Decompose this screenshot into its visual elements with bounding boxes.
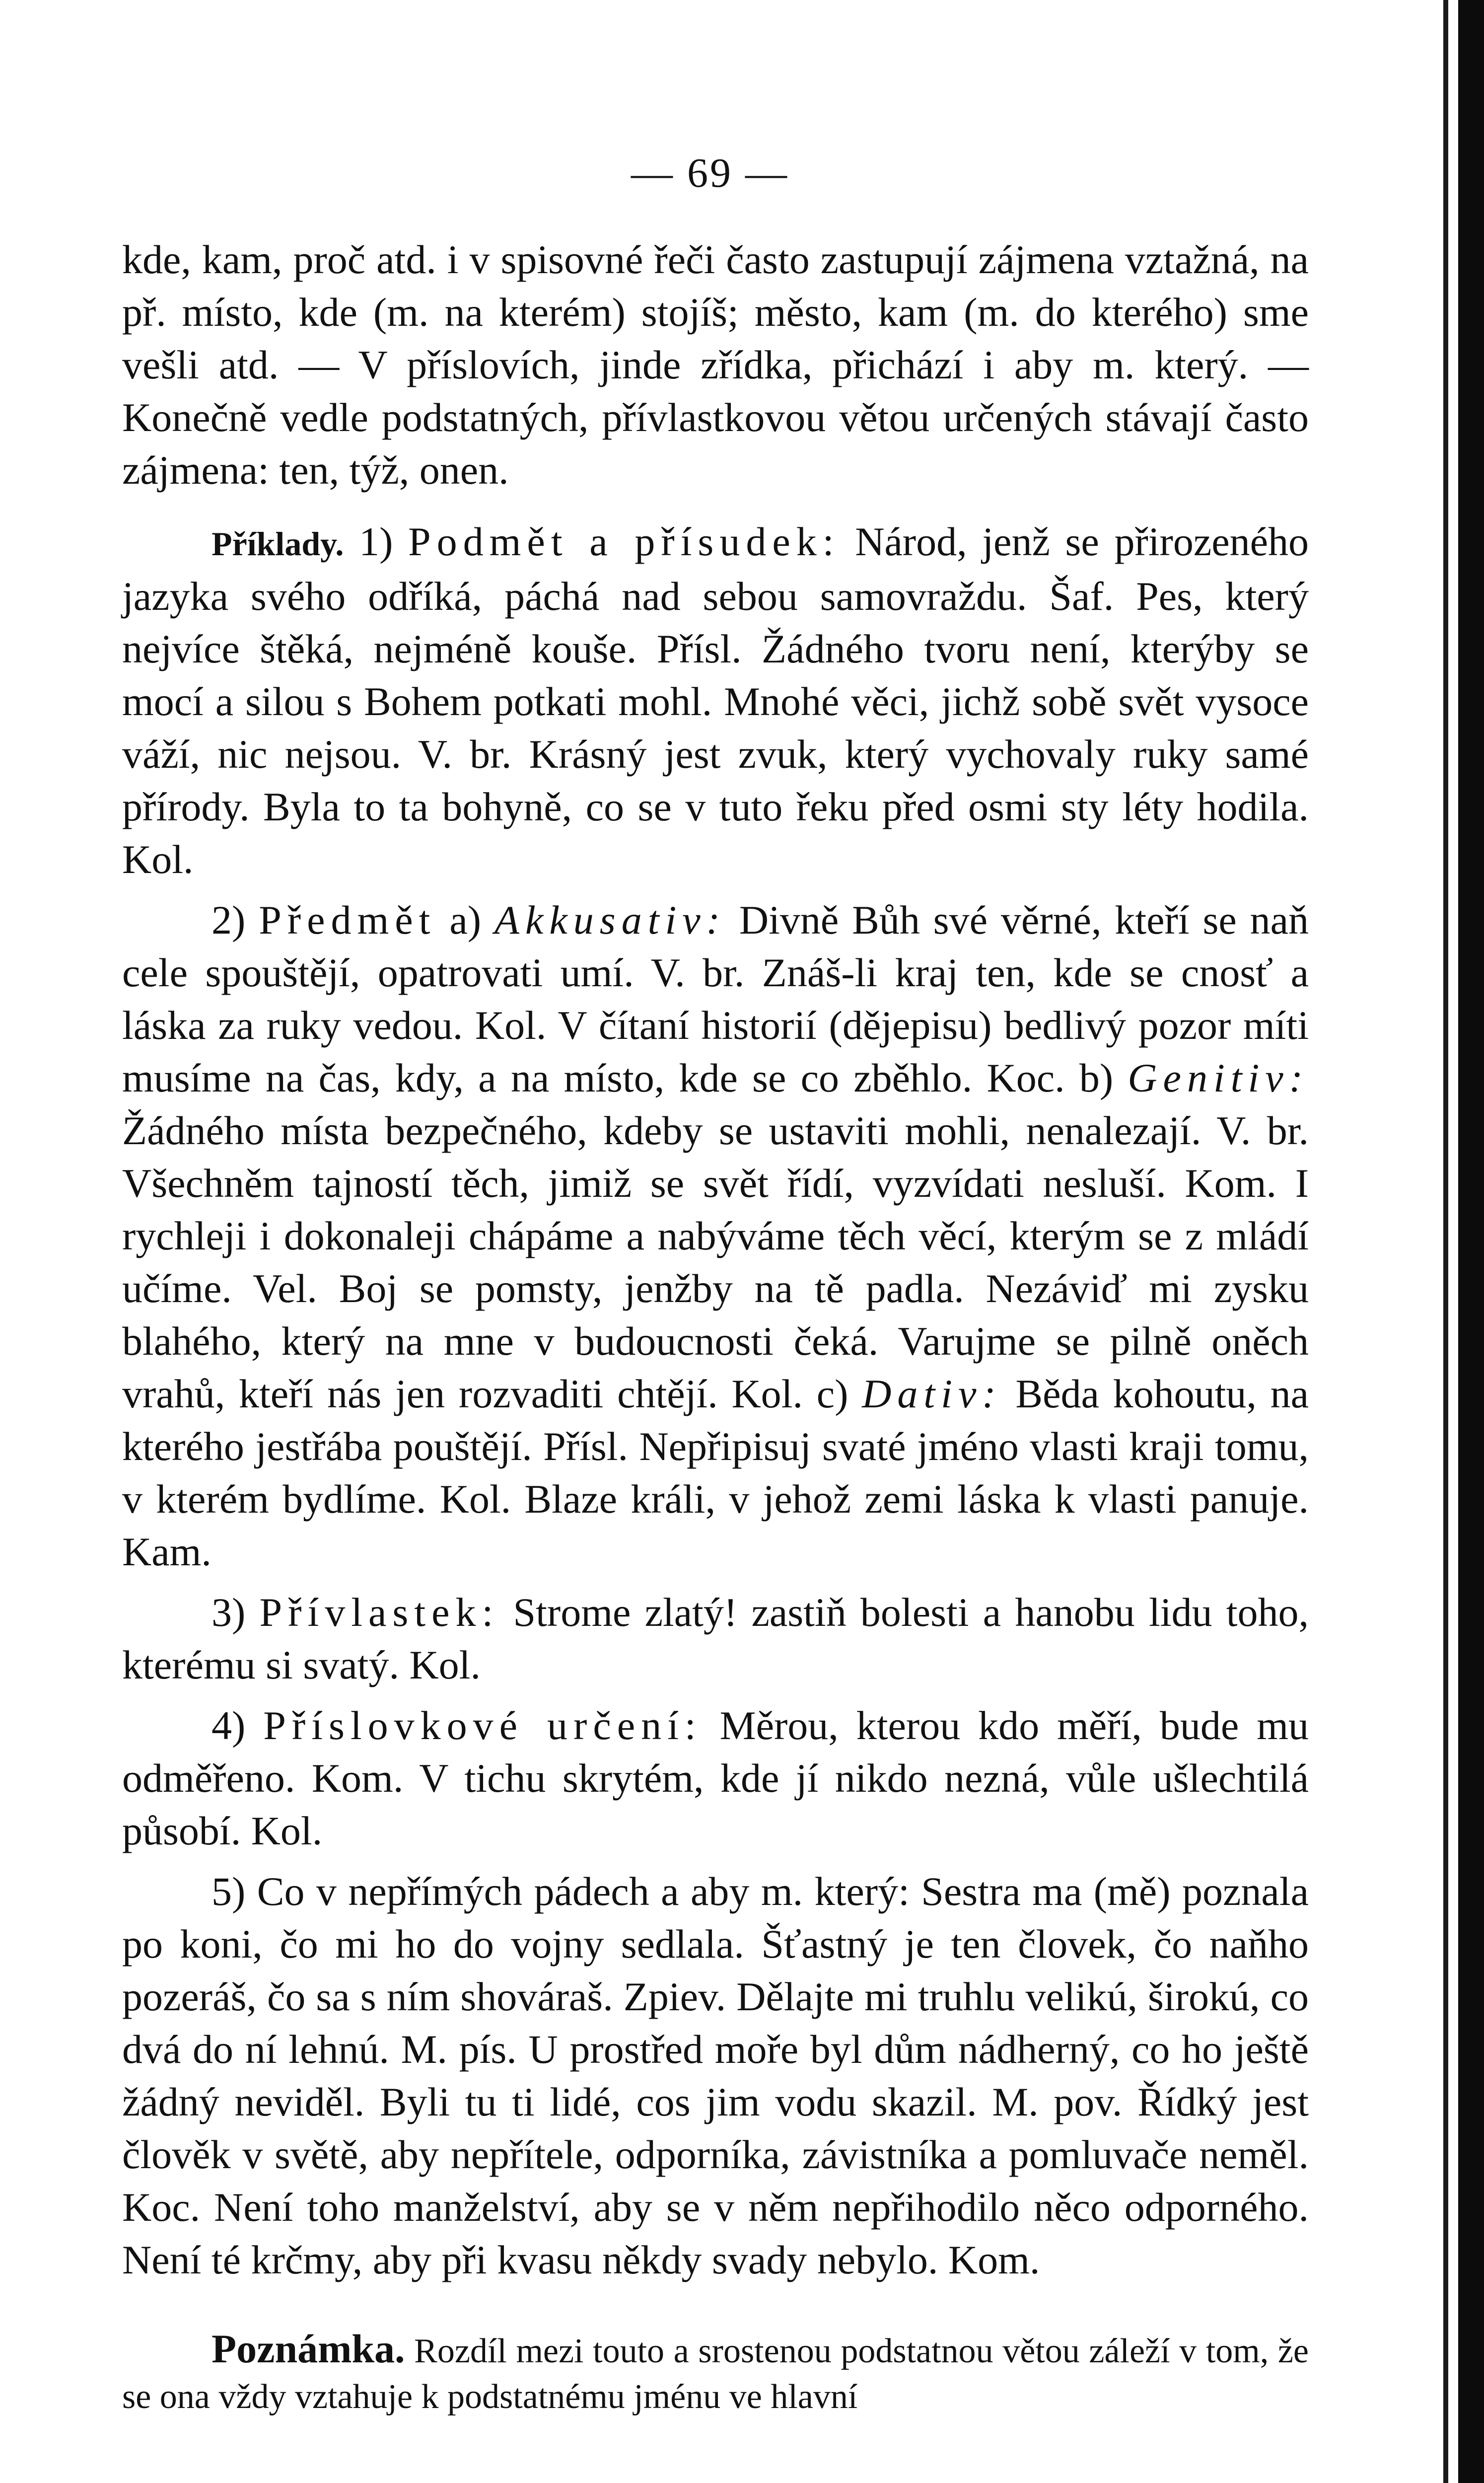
note-paragraph xyxy=(122,2326,1309,2420)
example-3-text: Strome zlatý! zastiň bolesti a hanobu lidu toho, kterému si svatý. Kol. xyxy=(122,1590,1309,1687)
example-4-text: Měrou, kterou kdo měří, bude mu odměřeno. Kom. V tichu skrytém, kde jí nikdo nezná, vůle ušlechtilá působí. Kol. xyxy=(122,1703,1309,1853)
example-4-heading: Příslovkové určení: xyxy=(263,1703,702,1748)
note-text: Rozdíl mezi touto a srostenou podstatnou větou záleží v tom, že se ona vždy vztahuje k podstatnému jménu ve hlavní xyxy=(122,2332,1309,2416)
example-5-number: 5) xyxy=(212,1869,246,1914)
example-2a-text: Divně Bůh své věrné, kteří se naň cele spouštějí, opatrovati umí. V. br. Znáš-li kraj ten, kde se cnosť a láska za ruky vedou. Kol. V čítaní historií (dějepisu) bedlivý pozor míti musíme na čas, kdy, a na místo, kde se co zběhlo. Koc. xyxy=(122,897,1309,1100)
example-2c-heading: Dativ: xyxy=(862,1371,1002,1416)
example-1 xyxy=(122,515,1309,886)
note-heading: Poznámka. xyxy=(212,2326,405,2371)
example-1-number: 1) xyxy=(359,519,393,564)
scan-edge-line xyxy=(1443,0,1448,2483)
example-2b-text: Žádného místa bezpečného, kdeby se ustaviti mohli, nenalezají. V. br. Všechněm tajností těch, jimiž se svět řídí, vyzvídati nesluší. Kom. I rychleji i dokonaleji chápáme a nabýváme těch věcí, kterým se z mládí učíme. Vel. Boj se pomsty, jenžby na tě padla. Nezáviď mi zysku blahého, který na mne v budoucnosti čeká. Varujme se pilně oněch vrahů, kteří nás jen rozvaditi chtějí. Kol. xyxy=(122,1108,1309,1416)
example-3-heading: Přívlastek: xyxy=(259,1590,499,1635)
example-4 xyxy=(122,1699,1309,1857)
intro-paragraph: kde, kam, proč atd. i v spisovné řeči často zastupují zájmena vztažná, na př. místo, kde (m. na kterém) stojíš; město, kam (m. do kterého) sme vešli atd. — V příslovích, jinde zřídka, přichází i aby m. který. — Konečně vedle podstatných, přívlastkovou větou určených stávají často zájmena: ten, týž, onen. xyxy=(122,237,1309,493)
example-2-number: 2) xyxy=(212,897,246,943)
example-2c-text: Běda kohoutu, na kterého jestřába pouštějí. Přísl. Nepřipisuj svaté jméno vlasti kraji tomu, v kterém bydlíme. Kol. Blaze králi, v jehož zemi láska k vlasti panuje. Kam. xyxy=(122,1371,1309,1574)
example-2b-label: b) xyxy=(1079,1055,1114,1100)
example-2 xyxy=(122,894,1309,1578)
page-body xyxy=(122,233,1309,2455)
scan-edge xyxy=(1458,0,1484,2483)
examples-heading: Příklady. xyxy=(212,525,344,563)
example-1-heading: Podmět a přísudek: xyxy=(408,519,840,564)
example-2-heading: Předmět xyxy=(259,897,436,943)
example-2b-heading: Genitiv: xyxy=(1128,1055,1309,1100)
page-number: — 69 — xyxy=(631,150,789,196)
example-3 xyxy=(122,1586,1309,1691)
example-2a-heading: Akkusativ: xyxy=(494,897,726,943)
example-3-number: 3) xyxy=(212,1590,246,1635)
example-5-text: Co v nepřímých pádech a aby m. který: Sestra ma (mě) poznala po koni, čo mi ho do vojny sedlala. Šťastný je ten človek, čo naňho pozeráš, čo sa s ním shováraš. Zpiev. Dělajte mi truhlu velikú, širokú, co dvá do ní lehnú. M. pís. U prostřed moře byl dům nádherný, co ho ještě žádný neviděl. Byli tu ti lidé, cos jim vodu skazil. M. pov. Řídký jest člověk v světě, aby nepřítele, odporníka, závistníka a pomluvače neměl. Koc. Není toho manželství, aby se v něm nepřihodilo něco odporného. Není té krčmy, aby při kvasu někdy svady nebylo. Kom. xyxy=(122,1869,1309,2282)
example-2c-label: c) xyxy=(816,1371,848,1416)
example-1-text: Národ, jenž se přirozeného jazyka svého odříká, páchá nad sebou samovraždu. Šaf. Pes, který nejvíce štěká, nejméně kouše. Přísl. Žádného tvoru není, kterýby se mocí a silou s Bohem potkati mohl. Mnohé věci, jichž sobě svět vysoce váží, nic nejsou. V. br. Krásný jest zvuk, který vychovaly ruky samé přírody. Byla to ta bohyně, co se v tuto řeku před osmi sty léty hodila. Kol. xyxy=(122,519,1309,882)
example-5 xyxy=(122,1865,1309,2286)
example-4-number: 4) xyxy=(212,1703,246,1748)
example-2a-label: a) xyxy=(449,897,482,943)
